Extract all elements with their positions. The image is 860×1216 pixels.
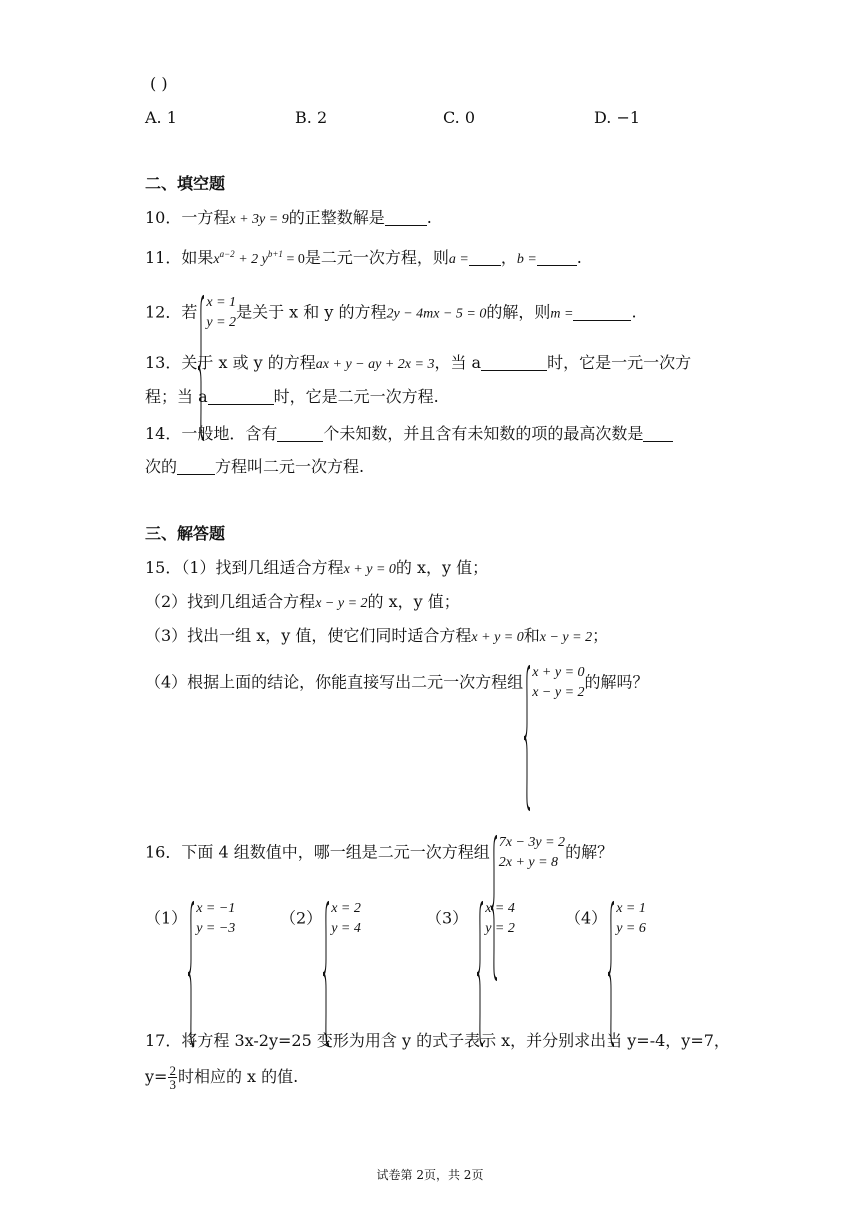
blank bbox=[573, 306, 631, 321]
question-13: 13．关于 x 或 y 的方程ax + y − ay + 2x = 3，当 a 时，它是一元一次方 bbox=[145, 353, 692, 372]
q16-choice-3: （3） x = 4 y = 2 bbox=[426, 899, 515, 939]
question-11: 11．如果$x^{a-2} + 2$ $y^{b+1} = 0$是二元一次方程，则a = ，b = . bbox=[145, 248, 582, 267]
brace-icon bbox=[322, 899, 330, 1049]
blank bbox=[537, 251, 577, 266]
option-c: C. 0 bbox=[443, 108, 476, 127]
brace-icon bbox=[187, 899, 195, 1049]
option-a: A. 1 bbox=[145, 108, 177, 127]
blank bbox=[385, 211, 427, 226]
page-footer: 试卷第 2页，共 2页 bbox=[376, 1168, 484, 1182]
question-15-part-4: （4）根据上面的结论，你能直接写出二元一次方程组 x + y = 0 x − y = 2 的解吗？ bbox=[145, 663, 649, 703]
question-17: 17．将方程 3x-2y=25 变形为用含 y 的式子表示 x，并分别求出当 y=-4，y=7， bbox=[145, 1031, 730, 1050]
question-13-cont: 程；当 a 时，它是二元一次方程. bbox=[145, 387, 439, 406]
blank bbox=[177, 460, 215, 475]
fraction: $\frac{2}{3}$ bbox=[169, 1063, 176, 1092]
brace-icon bbox=[476, 899, 484, 1049]
question-14: 14．一般地．含有 个未知数，并且含有未知数的项的最高次数是 bbox=[145, 426, 673, 442]
option-d: D. −1 bbox=[594, 108, 641, 127]
blank bbox=[481, 356, 547, 371]
question-15-part-2: （2）找到几组适合方程x − y = 2的 x，y 值； bbox=[145, 592, 460, 611]
blank bbox=[469, 251, 501, 266]
question-12: 12．若 x = 1 y = 2 是关于 x 和 y 的方程2y − 4mx − 5 = 0的解，则m = . bbox=[145, 293, 637, 333]
q16-choice-1: （1） x = −1 y = −3 bbox=[145, 899, 235, 939]
question-14-cont: 次的 方程叫二元一次方程. bbox=[145, 457, 365, 476]
blank bbox=[643, 427, 673, 442]
blank bbox=[277, 427, 323, 442]
equation-system: x = 1 y = 2 bbox=[197, 293, 236, 333]
section-answer-title: 三、解答题 bbox=[145, 524, 226, 543]
section-fill-in-title: 二、填空题 bbox=[145, 174, 226, 193]
question-15-part-3: （3）找出一组 x，y 值，使它们同时适合方程x + y = 0和x − y = 2； bbox=[145, 626, 609, 645]
q16-choice-4: （4） x = 1 y = 6 bbox=[565, 899, 646, 939]
question-10: 10．一方程x + 3y = 9的正整数解是 . bbox=[145, 208, 432, 227]
brace-icon bbox=[523, 663, 531, 813]
equation-system: 7x − 3y = 2 2x + y = 8 bbox=[490, 833, 565, 873]
question-16: 16．下面 4 组数值中，哪一组是二元一次方程组 7x − 3y = 2 2x + y = 8 的解？ bbox=[145, 833, 613, 873]
q16-choice-2: （2） x = 2 y = 4 bbox=[280, 899, 361, 939]
answer-paren: ( ) bbox=[150, 74, 168, 93]
blank bbox=[208, 390, 274, 405]
question-17-cont: y= $\frac{2}{3}$ 时相应的 x 的值. bbox=[145, 1063, 299, 1092]
brace-icon bbox=[607, 899, 615, 1049]
equation-system: x + y = 0 x − y = 2 bbox=[523, 663, 584, 703]
option-b: B. 2 bbox=[295, 108, 328, 127]
question-15-part-1: 15．（1）找到几组适合方程x + y = 0的 x，y 值； bbox=[145, 558, 489, 577]
